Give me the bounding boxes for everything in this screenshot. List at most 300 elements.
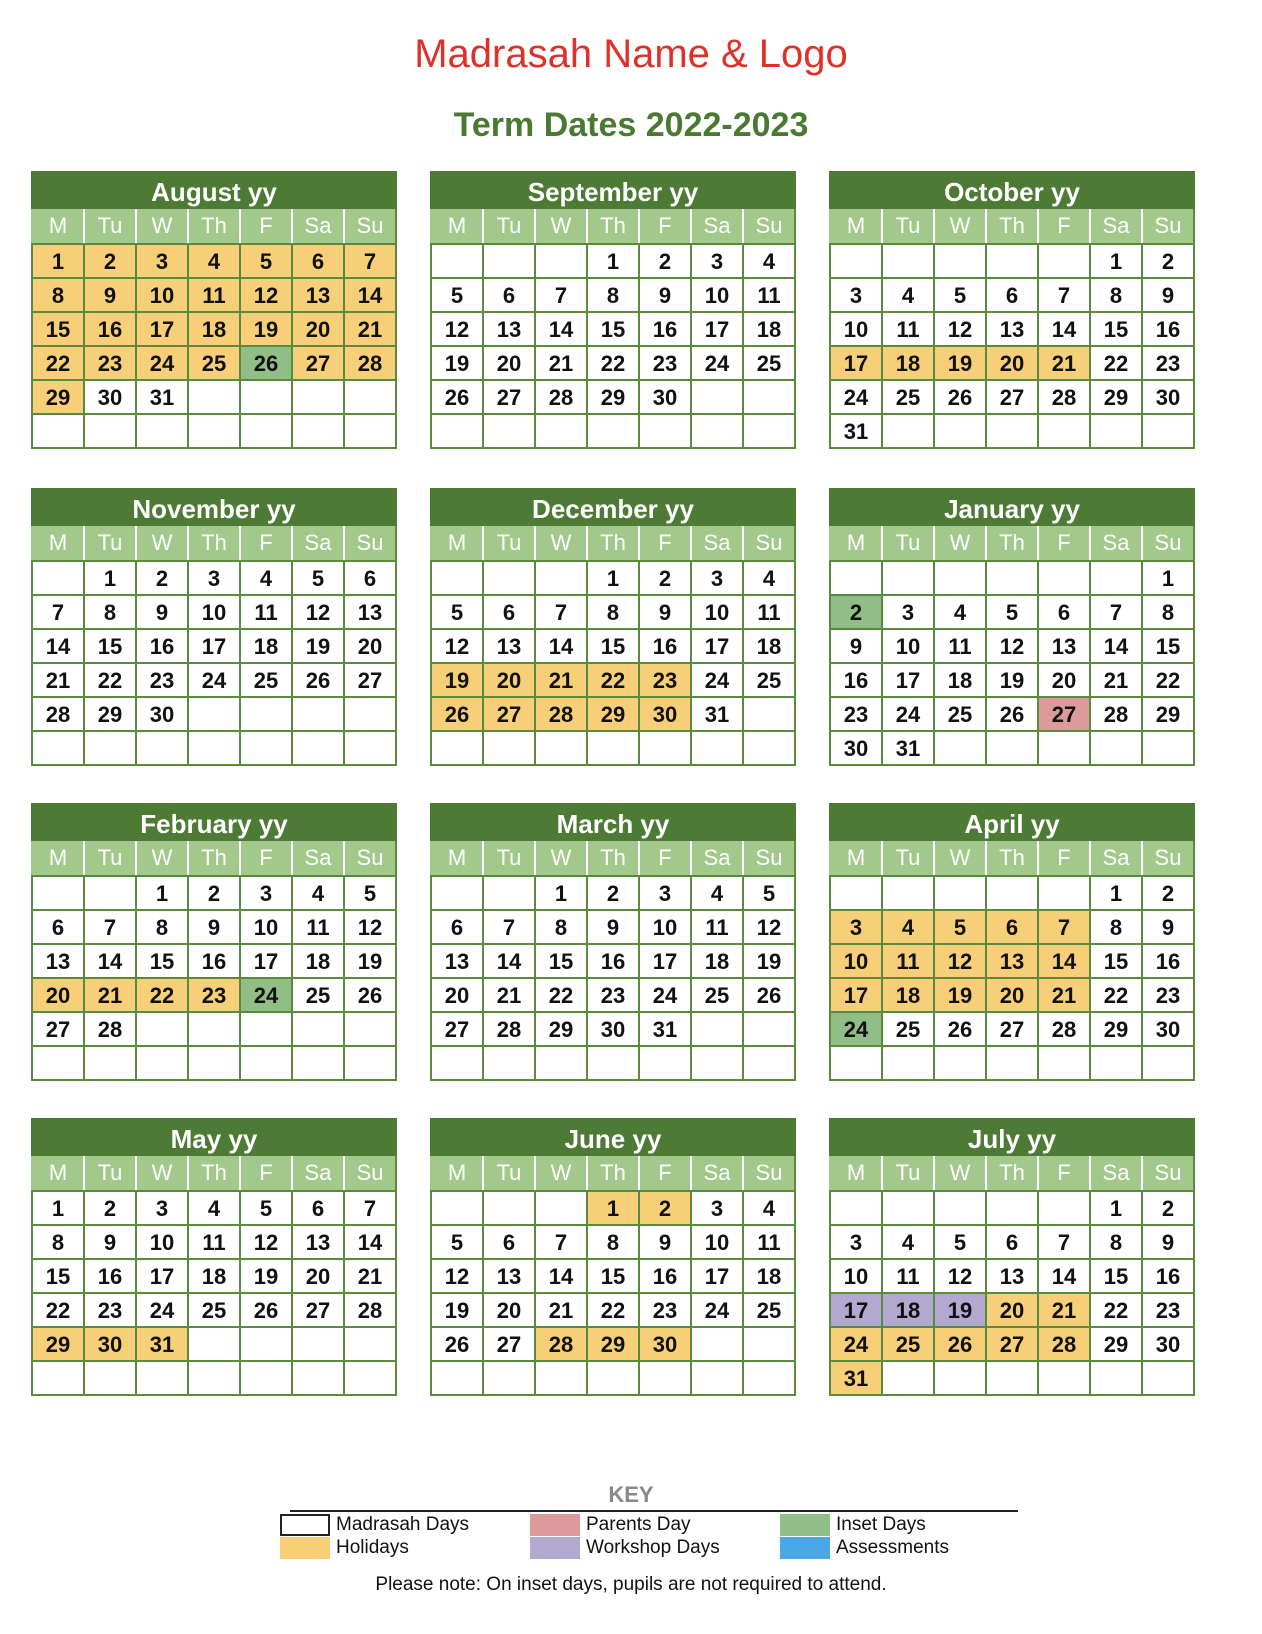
day-cell: 9 (1143, 1226, 1195, 1260)
empty-day-cell (85, 877, 137, 911)
weekday-label: Su (744, 526, 796, 560)
empty-day-cell (241, 1013, 293, 1047)
day-grid (430, 875, 796, 1081)
day-cell: 25 (293, 979, 345, 1013)
day-cell: 28 (484, 1013, 536, 1047)
empty-day-cell (33, 415, 85, 449)
key-swatch-parents-day (530, 1514, 580, 1536)
weekday-label: M (831, 841, 883, 875)
day-cell: 5 (345, 877, 397, 911)
weekday-header (31, 841, 397, 875)
day-cell: 14 (484, 945, 536, 979)
empty-day-cell (241, 415, 293, 449)
day-cell: 16 (640, 630, 692, 664)
day-cell: 12 (432, 630, 484, 664)
weekday-label: Th (189, 526, 241, 560)
empty-day-cell (137, 415, 189, 449)
day-cell: 21 (1039, 1294, 1091, 1328)
weekday-label: Th (588, 1156, 640, 1190)
empty-day-cell (883, 562, 935, 596)
day-cell: 28 (33, 698, 85, 732)
empty-day-cell (744, 1362, 796, 1396)
empty-day-cell (640, 732, 692, 766)
weekday-header (430, 209, 796, 243)
day-cell: 2 (1143, 877, 1195, 911)
day-cell: 25 (744, 664, 796, 698)
day-cell: 23 (85, 347, 137, 381)
empty-day-cell (189, 1047, 241, 1081)
day-cell: 10 (692, 596, 744, 630)
empty-day-cell (1039, 415, 1091, 449)
day-cell: 5 (432, 1226, 484, 1260)
day-cell: 9 (1143, 911, 1195, 945)
empty-day-cell (692, 1047, 744, 1081)
empty-day-cell (293, 1328, 345, 1362)
day-cell: 15 (536, 945, 588, 979)
empty-day-cell (744, 698, 796, 732)
key-label-holidays: Holidays (336, 1537, 409, 1558)
empty-day-cell (1039, 1047, 1091, 1081)
day-cell: 17 (692, 630, 744, 664)
day-cell: 24 (831, 381, 883, 415)
day-cell: 4 (293, 877, 345, 911)
day-cell: 6 (33, 911, 85, 945)
weekday-label: F (241, 209, 293, 243)
empty-day-cell (293, 415, 345, 449)
page-subtitle: Term Dates 2022-2023 (453, 106, 809, 144)
weekday-label: Tu (883, 841, 935, 875)
day-cell: 20 (33, 979, 85, 1013)
day-cell: 7 (1039, 279, 1091, 313)
empty-day-cell (345, 1328, 397, 1362)
weekday-label: Th (189, 1156, 241, 1190)
day-cell: 2 (588, 877, 640, 911)
day-cell: 26 (432, 1328, 484, 1362)
empty-day-cell (831, 245, 883, 279)
empty-day-cell (935, 562, 987, 596)
day-cell: 4 (744, 245, 796, 279)
weekday-label: Sa (692, 1156, 744, 1190)
day-cell: 8 (1091, 911, 1143, 945)
day-cell: 1 (1091, 245, 1143, 279)
day-cell: 19 (345, 945, 397, 979)
day-cell: 18 (744, 1260, 796, 1294)
empty-day-cell (692, 732, 744, 766)
empty-day-cell (692, 1328, 744, 1362)
weekday-label: Tu (484, 1156, 536, 1190)
day-cell: 27 (1039, 698, 1091, 732)
day-cell: 25 (189, 347, 241, 381)
weekday-label: Su (345, 1156, 397, 1190)
day-cell: 30 (640, 698, 692, 732)
day-cell: 15 (1091, 1260, 1143, 1294)
day-cell: 23 (1143, 979, 1195, 1013)
weekday-label: Tu (484, 841, 536, 875)
day-cell: 14 (536, 313, 588, 347)
empty-day-cell (883, 245, 935, 279)
day-cell: 27 (484, 381, 536, 415)
empty-day-cell (241, 1328, 293, 1362)
day-cell: 23 (1143, 347, 1195, 381)
day-cell: 8 (1091, 1226, 1143, 1260)
day-cell: 19 (987, 664, 1039, 698)
empty-day-cell (33, 877, 85, 911)
weekday-label: M (432, 841, 484, 875)
day-cell: 22 (137, 979, 189, 1013)
day-cell: 10 (137, 279, 189, 313)
weekday-label: M (33, 1156, 85, 1190)
empty-day-cell (85, 1362, 137, 1396)
day-cell: 22 (536, 979, 588, 1013)
day-cell: 31 (831, 415, 883, 449)
day-cell: 10 (640, 911, 692, 945)
day-cell: 17 (137, 1260, 189, 1294)
day-cell: 9 (137, 596, 189, 630)
empty-day-cell (935, 245, 987, 279)
empty-day-cell (831, 877, 883, 911)
weekday-label: F (1039, 209, 1091, 243)
day-cell: 15 (588, 630, 640, 664)
day-cell: 24 (137, 1294, 189, 1328)
key-swatch-workshop-days (530, 1537, 580, 1559)
month-title: February yy (31, 803, 397, 841)
day-cell: 27 (484, 698, 536, 732)
weekday-label: F (241, 526, 293, 560)
day-cell: 23 (189, 979, 241, 1013)
empty-day-cell (293, 1047, 345, 1081)
empty-day-cell (345, 1362, 397, 1396)
empty-day-cell (432, 1192, 484, 1226)
empty-day-cell (345, 381, 397, 415)
weekday-label: Su (345, 841, 397, 875)
day-cell: 5 (935, 911, 987, 945)
day-cell: 21 (1039, 347, 1091, 381)
weekday-label: F (241, 841, 293, 875)
day-cell: 10 (189, 596, 241, 630)
day-cell: 21 (484, 979, 536, 1013)
empty-day-cell (692, 1362, 744, 1396)
key-swatch-inset-days (780, 1514, 830, 1536)
day-cell: 11 (189, 1226, 241, 1260)
day-grid (31, 875, 397, 1081)
day-cell: 23 (137, 664, 189, 698)
day-cell: 21 (1091, 664, 1143, 698)
weekday-label: M (33, 841, 85, 875)
day-cell: 27 (293, 1294, 345, 1328)
day-cell: 15 (1091, 313, 1143, 347)
empty-day-cell (189, 698, 241, 732)
weekday-label: W (935, 209, 987, 243)
day-cell: 17 (189, 630, 241, 664)
empty-day-cell (744, 381, 796, 415)
key-swatch-holidays (280, 1537, 330, 1559)
day-cell: 20 (987, 347, 1039, 381)
day-cell: 26 (293, 664, 345, 698)
weekday-label: Tu (85, 209, 137, 243)
day-cell: 13 (345, 596, 397, 630)
day-cell: 6 (987, 279, 1039, 313)
day-cell: 21 (1039, 979, 1091, 1013)
day-cell: 26 (432, 698, 484, 732)
weekday-label: Tu (883, 526, 935, 560)
day-cell: 28 (1039, 1328, 1091, 1362)
day-cell: 18 (189, 313, 241, 347)
weekday-label: Su (345, 209, 397, 243)
weekday-label: M (432, 209, 484, 243)
day-cell: 29 (588, 1328, 640, 1362)
day-cell: 12 (987, 630, 1039, 664)
month-calendar (430, 1118, 796, 1396)
empty-day-cell (137, 732, 189, 766)
empty-day-cell (935, 732, 987, 766)
weekday-label: M (831, 209, 883, 243)
day-cell: 7 (536, 279, 588, 313)
day-cell: 11 (744, 279, 796, 313)
empty-day-cell (33, 732, 85, 766)
empty-day-cell (85, 415, 137, 449)
day-cell: 28 (345, 1294, 397, 1328)
day-grid (829, 560, 1195, 766)
day-cell: 17 (692, 313, 744, 347)
day-cell: 13 (987, 1260, 1039, 1294)
day-cell: 6 (345, 562, 397, 596)
day-cell: 4 (935, 596, 987, 630)
weekday-label: Su (1143, 1156, 1195, 1190)
day-cell: 16 (640, 313, 692, 347)
key-label-assessments: Assessments (836, 1537, 949, 1558)
day-cell: 13 (293, 279, 345, 313)
day-cell: 31 (137, 1328, 189, 1362)
weekday-label: Su (1143, 209, 1195, 243)
day-grid (829, 243, 1195, 449)
empty-day-cell (1091, 1047, 1143, 1081)
day-cell: 20 (484, 347, 536, 381)
day-cell: 24 (831, 1013, 883, 1047)
day-cell: 21 (536, 664, 588, 698)
day-cell: 27 (987, 1328, 1039, 1362)
weekday-label: Sa (1091, 841, 1143, 875)
day-cell: 11 (883, 313, 935, 347)
day-cell: 11 (293, 911, 345, 945)
empty-day-cell (293, 381, 345, 415)
day-cell: 28 (536, 381, 588, 415)
day-grid (430, 243, 796, 449)
day-cell: 16 (137, 630, 189, 664)
empty-day-cell (744, 1013, 796, 1047)
weekday-header (829, 209, 1195, 243)
weekday-label: M (831, 1156, 883, 1190)
weekday-header (430, 526, 796, 560)
day-cell: 29 (1143, 698, 1195, 732)
day-cell: 22 (588, 347, 640, 381)
empty-day-cell (484, 1362, 536, 1396)
month-title: September yy (430, 171, 796, 209)
day-cell: 24 (692, 664, 744, 698)
day-cell: 15 (1091, 945, 1143, 979)
empty-day-cell (1091, 562, 1143, 596)
weekday-label: F (1039, 526, 1091, 560)
weekday-label: M (432, 526, 484, 560)
day-cell: 3 (883, 596, 935, 630)
day-cell: 4 (883, 911, 935, 945)
day-cell: 23 (640, 664, 692, 698)
day-cell: 7 (484, 911, 536, 945)
day-cell: 19 (935, 979, 987, 1013)
empty-day-cell (293, 1013, 345, 1047)
day-cell: 8 (85, 596, 137, 630)
day-cell: 9 (1143, 279, 1195, 313)
day-cell: 12 (293, 596, 345, 630)
empty-day-cell (85, 1047, 137, 1081)
empty-day-cell (831, 1047, 883, 1081)
weekday-header (829, 841, 1195, 875)
day-cell: 31 (883, 732, 935, 766)
day-cell: 12 (935, 313, 987, 347)
day-cell: 17 (831, 1294, 883, 1328)
key-item-madrasah-days (280, 1514, 510, 1536)
day-cell: 8 (1091, 279, 1143, 313)
month-title: March yy (430, 803, 796, 841)
weekday-label: W (935, 526, 987, 560)
empty-day-cell (241, 1362, 293, 1396)
day-cell: 25 (241, 664, 293, 698)
weekday-label: Sa (692, 526, 744, 560)
day-cell: 3 (189, 562, 241, 596)
day-cell: 15 (33, 1260, 85, 1294)
day-cell: 25 (935, 698, 987, 732)
day-cell: 22 (588, 1294, 640, 1328)
day-cell: 27 (484, 1328, 536, 1362)
month-calendar (829, 488, 1195, 766)
weekday-label: W (137, 841, 189, 875)
weekday-label: M (33, 526, 85, 560)
day-cell: 2 (137, 562, 189, 596)
page-title: Madrasah Name & Logo (414, 32, 848, 76)
empty-day-cell (935, 1362, 987, 1396)
day-cell: 13 (1039, 630, 1091, 664)
day-cell: 28 (1039, 381, 1091, 415)
day-cell: 12 (432, 313, 484, 347)
day-cell: 24 (189, 664, 241, 698)
day-cell: 19 (935, 1294, 987, 1328)
empty-day-cell (987, 1047, 1039, 1081)
weekday-header (430, 1156, 796, 1190)
weekday-label: Th (588, 209, 640, 243)
day-cell: 17 (692, 1260, 744, 1294)
key-item-workshop-days (530, 1537, 760, 1559)
month-calendar (31, 488, 397, 766)
day-cell: 31 (831, 1362, 883, 1396)
day-cell: 28 (536, 698, 588, 732)
weekday-label: Tu (85, 1156, 137, 1190)
weekday-label: Sa (692, 209, 744, 243)
weekday-label: W (536, 209, 588, 243)
weekday-label: Tu (883, 209, 935, 243)
empty-day-cell (536, 1192, 588, 1226)
day-cell: 1 (33, 245, 85, 279)
day-cell: 25 (744, 347, 796, 381)
day-cell: 22 (1091, 347, 1143, 381)
month-title: November yy (31, 488, 397, 526)
month-title: December yy (430, 488, 796, 526)
weekday-label: Su (744, 209, 796, 243)
day-cell: 10 (831, 945, 883, 979)
day-cell: 2 (1143, 1192, 1195, 1226)
day-cell: 27 (987, 381, 1039, 415)
day-cell: 7 (1091, 596, 1143, 630)
weekday-label: W (935, 1156, 987, 1190)
month-calendar (430, 803, 796, 1081)
day-cell: 10 (831, 1260, 883, 1294)
weekday-label: Su (1143, 526, 1195, 560)
day-cell: 19 (241, 313, 293, 347)
day-cell: 22 (588, 664, 640, 698)
day-cell: 25 (692, 979, 744, 1013)
weekday-label: Sa (293, 526, 345, 560)
key-swatch-assessments (780, 1537, 830, 1559)
day-cell: 14 (1091, 630, 1143, 664)
empty-day-cell (241, 698, 293, 732)
day-cell: 10 (883, 630, 935, 664)
day-grid (31, 243, 397, 449)
day-cell: 4 (883, 1226, 935, 1260)
day-cell: 2 (85, 1192, 137, 1226)
day-grid (31, 560, 397, 766)
empty-day-cell (1039, 1192, 1091, 1226)
day-cell: 20 (432, 979, 484, 1013)
weekday-label: Th (588, 526, 640, 560)
day-cell: 22 (33, 347, 85, 381)
weekday-header (829, 1156, 1195, 1190)
day-cell: 20 (987, 1294, 1039, 1328)
day-cell: 3 (831, 1226, 883, 1260)
day-grid (829, 875, 1195, 1081)
day-grid (829, 1190, 1195, 1396)
day-cell: 13 (484, 630, 536, 664)
day-cell: 25 (883, 1328, 935, 1362)
day-cell: 11 (744, 596, 796, 630)
day-cell: 5 (744, 877, 796, 911)
weekday-label: F (640, 209, 692, 243)
day-cell: 19 (432, 1294, 484, 1328)
day-cell: 18 (241, 630, 293, 664)
day-cell: 10 (137, 1226, 189, 1260)
day-cell: 2 (640, 1192, 692, 1226)
day-cell: 1 (588, 1192, 640, 1226)
day-cell: 6 (484, 596, 536, 630)
empty-day-cell (536, 732, 588, 766)
weekday-label: Sa (1091, 526, 1143, 560)
empty-day-cell (987, 877, 1039, 911)
day-cell: 26 (241, 1294, 293, 1328)
day-cell: 25 (883, 1013, 935, 1047)
day-cell: 20 (345, 630, 397, 664)
day-cell: 8 (1143, 596, 1195, 630)
empty-day-cell (189, 381, 241, 415)
day-cell: 13 (33, 945, 85, 979)
day-cell: 16 (831, 664, 883, 698)
day-cell: 12 (935, 1260, 987, 1294)
day-cell: 13 (484, 313, 536, 347)
day-cell: 8 (588, 279, 640, 313)
day-cell: 23 (588, 979, 640, 1013)
day-cell: 6 (987, 911, 1039, 945)
day-cell: 13 (432, 945, 484, 979)
empty-day-cell (484, 732, 536, 766)
day-cell: 17 (640, 945, 692, 979)
day-cell: 31 (640, 1013, 692, 1047)
empty-day-cell (744, 415, 796, 449)
